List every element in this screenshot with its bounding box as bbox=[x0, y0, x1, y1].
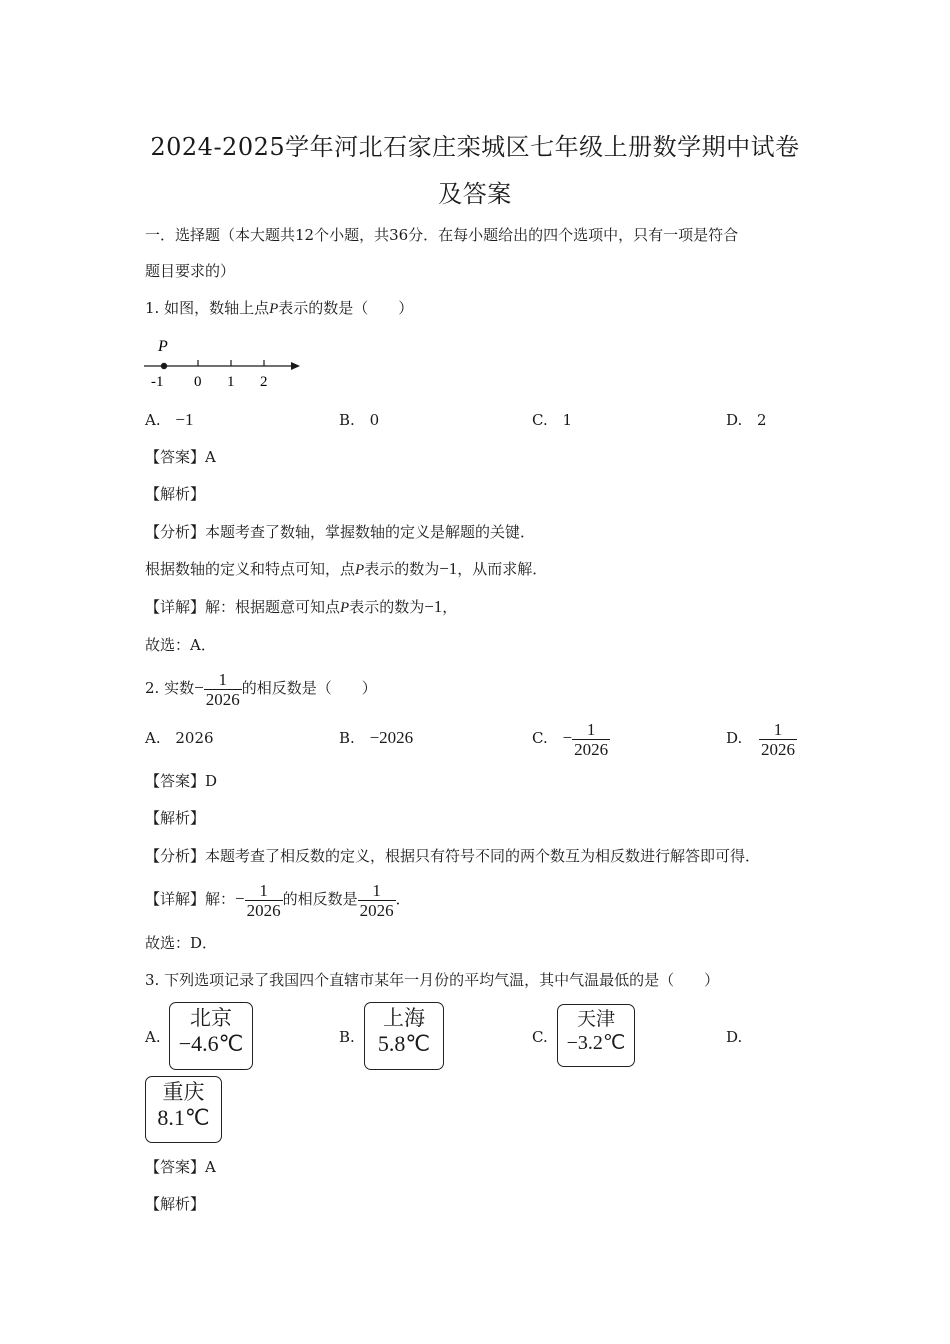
fraction-denominator: 2026 bbox=[246, 900, 281, 920]
q2-option-b bbox=[339, 728, 413, 748]
option-value: 2026 bbox=[175, 729, 214, 747]
q2-answer: 【答案】D bbox=[145, 772, 218, 790]
number-line-arrow-icon bbox=[291, 362, 300, 370]
doc-title-line1: 2024-2025学年河北石家庄栾城区七年级上册数学期中试卷 bbox=[150, 133, 800, 161]
q1-reason-var: P bbox=[355, 562, 365, 578]
tick-label: 2 bbox=[260, 374, 268, 390]
q1-analysis-label: 【解析】 bbox=[145, 485, 206, 503]
city-name: 天津 bbox=[576, 1008, 615, 1030]
option-fraction bbox=[759, 720, 797, 759]
q2-detail-sign: − bbox=[235, 889, 245, 908]
temperature-value: −3.2℃ bbox=[566, 1032, 626, 1054]
option-value: −2026 bbox=[369, 728, 414, 747]
option-letter: A. bbox=[145, 411, 161, 429]
q1-detail-var: P bbox=[340, 600, 350, 616]
q2-stem-text-a: 2. 实数 bbox=[145, 679, 195, 697]
q2-choice: 故选：D． bbox=[145, 934, 218, 952]
q2-detail-text-c: ． bbox=[395, 890, 411, 908]
q1-detail-text-b: 表示的数为 bbox=[349, 598, 425, 616]
q1-fenxi: 【分析】本题考查了数轴，掌握数轴的定义是解题的关键． bbox=[145, 523, 536, 541]
city-name: 上海 bbox=[383, 1006, 425, 1030]
q1-stem-text-a: 1. 如图，数轴上点 bbox=[145, 299, 270, 317]
q1-stem-text-b: 表示的数是（ ） bbox=[278, 299, 414, 317]
section-heading-line2: 题目要求的） bbox=[145, 262, 236, 280]
q1-answer: 【答案】A bbox=[145, 448, 216, 466]
fraction-numerator: 1 bbox=[586, 719, 596, 739]
temperature-value: 8.1℃ bbox=[157, 1105, 210, 1130]
q1-reason-text-b: 表示的数为 bbox=[364, 560, 440, 578]
point-p-label: P bbox=[158, 338, 168, 355]
q1-option-c bbox=[532, 410, 572, 430]
option-letter: C. bbox=[532, 411, 548, 429]
q1-option-d bbox=[726, 410, 767, 430]
q1-reason-value: −1 bbox=[439, 559, 458, 578]
q3-stem: 3. 下列选项记录了我国四个直辖市某年一月份的平均气温，其中气温最低的是（ ） bbox=[145, 971, 720, 989]
q1-detail bbox=[145, 597, 457, 618]
q2-stem bbox=[145, 665, 377, 711]
q2-detail-text-a: 【详解】解： bbox=[145, 890, 236, 908]
q1-detail-value: −1 bbox=[424, 597, 443, 616]
tick-label: -1 bbox=[151, 374, 164, 390]
q2-stem-text-b: 的相反数是（ ） bbox=[241, 679, 377, 697]
q2-analysis-label: 【解析】 bbox=[145, 809, 206, 827]
q1-reason-text-a: 根据数轴的定义和特点可知，点 bbox=[145, 560, 356, 578]
q1-stem bbox=[145, 298, 413, 319]
q2-detail-fraction-2 bbox=[358, 881, 396, 920]
q3-option-a-letter: A. bbox=[145, 1028, 161, 1046]
q3-option-c-letter: C. bbox=[532, 1028, 548, 1046]
q2-stem-sign: − bbox=[194, 678, 204, 697]
fraction-numerator: 1 bbox=[259, 880, 268, 900]
point-p-dot bbox=[161, 363, 167, 369]
option-letter: A. bbox=[145, 729, 161, 747]
q3-option-d-letter: D. bbox=[726, 1028, 743, 1046]
q2-stem-fraction bbox=[204, 670, 242, 709]
option-letter: D. bbox=[726, 729, 743, 747]
option-fraction bbox=[572, 720, 610, 759]
q3-answer: 【答案】A bbox=[145, 1158, 216, 1176]
option-letter: B. bbox=[339, 729, 355, 747]
q1-option-b bbox=[339, 410, 379, 430]
q2-fenxi: 【分析】本题考查了相反数的定义，根据只有符号不同的两个数互为相反数进行解答即可得． bbox=[145, 847, 761, 865]
section-heading-line1: 一．选择题（本大题共12个小题，共36分．在每小题给出的四个选项中，只有一项是符合 bbox=[145, 226, 739, 244]
q2-option-c bbox=[532, 716, 610, 760]
q2-detail bbox=[145, 876, 411, 922]
q3-option-a-card bbox=[169, 1002, 253, 1070]
fraction-numerator: 1 bbox=[218, 669, 227, 689]
option-value: −1 bbox=[175, 410, 194, 429]
option-letter: B. bbox=[339, 411, 355, 429]
q1-reason-text-c: ，从而求解． bbox=[457, 560, 548, 578]
doc-title-line2: 及答案 bbox=[438, 180, 512, 208]
q3-option-b-letter: B. bbox=[339, 1028, 355, 1046]
q3-option-b-card bbox=[364, 1002, 444, 1070]
city-name: 北京 bbox=[190, 1006, 232, 1030]
q2-detail-fraction-1 bbox=[245, 881, 283, 920]
temperature-value: −4.6℃ bbox=[178, 1031, 244, 1056]
option-letter: C. bbox=[532, 729, 548, 747]
q1-detail-text-a: 【详解】解：根据题意可知点 bbox=[145, 598, 341, 616]
q1-number-line bbox=[140, 330, 310, 392]
option-value: 1 bbox=[562, 411, 573, 429]
city-name: 重庆 bbox=[162, 1080, 205, 1104]
q2-option-a bbox=[145, 728, 214, 748]
q1-choice: 故选：A． bbox=[145, 636, 216, 654]
temperature-value: 5.8℃ bbox=[377, 1031, 431, 1056]
q3-option-c-card bbox=[557, 1004, 635, 1067]
q2-option-d bbox=[726, 716, 797, 760]
fraction-denominator: 2026 bbox=[761, 739, 796, 759]
fraction-denominator: 2026 bbox=[359, 900, 394, 920]
fraction-denominator: 2026 bbox=[205, 689, 240, 709]
option-letter: D. bbox=[726, 411, 743, 429]
q1-reason bbox=[145, 559, 547, 580]
fraction-numerator: 1 bbox=[773, 719, 783, 739]
fraction-numerator: 1 bbox=[372, 880, 381, 900]
tick-label: 1 bbox=[227, 374, 235, 390]
q2-detail-text-b: 的相反数是 bbox=[282, 890, 358, 908]
fraction-denominator: 2026 bbox=[574, 739, 609, 759]
q1-option-a bbox=[145, 410, 193, 430]
q3-option-d-card bbox=[145, 1076, 222, 1143]
option-value: 2 bbox=[757, 411, 767, 429]
option-sign: − bbox=[562, 728, 573, 747]
tick-label: 0 bbox=[194, 374, 202, 390]
q3-analysis-label: 【解析】 bbox=[145, 1195, 206, 1213]
q1-stem-var: P bbox=[269, 301, 279, 317]
option-value: 0 bbox=[369, 411, 380, 429]
q1-detail-text-c: ， bbox=[442, 598, 458, 616]
